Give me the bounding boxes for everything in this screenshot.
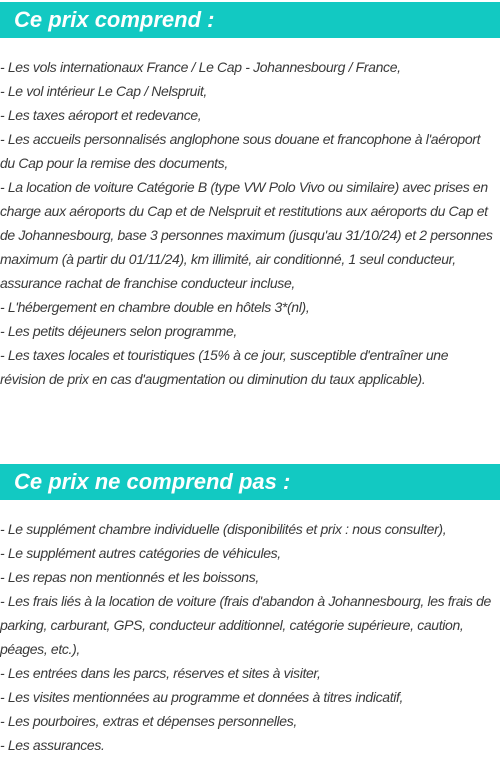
list-item: - L'hébergement en chambre double en hôtels 3*(nl), bbox=[0, 299, 310, 315]
list-item: - Les vols internationaux France / Le Cap - Johannesbourg / France, bbox=[0, 59, 401, 75]
section-title-not-included: Ce prix ne comprend pas : bbox=[14, 469, 291, 494]
list-item: - Les petits déjeuners selon programme, bbox=[0, 323, 237, 339]
list-item: - Les visites mentionnées au programme et données à titres indicatif, bbox=[0, 689, 404, 705]
section-header-included bbox=[0, 2, 500, 38]
list-item: - Les entrées dans les parcs, réserves et sites à visiter, bbox=[0, 665, 321, 681]
list-item: - Les repas non mentionnés et les boissons, bbox=[0, 569, 259, 585]
list-item: - Les accueils personnalisés anglophone sous douane et francophone à l'aéroport du Cap pour la remise des documents, bbox=[0, 131, 481, 171]
list-item: - Le supplément chambre individuelle (disponibilités et prix : nous consulter), bbox=[0, 521, 447, 537]
list-item: - Les assurances. bbox=[0, 737, 105, 753]
section-title-included: Ce prix comprend : bbox=[14, 7, 215, 32]
list-item: - Les taxes aéroport et redevance, bbox=[0, 107, 202, 123]
list-item: - Le vol intérieur Le Cap / Nelspruit, bbox=[0, 83, 207, 99]
not-included-items-list bbox=[0, 517, 496, 757]
section-header-not-included bbox=[0, 464, 500, 500]
list-item: - Le supplément autres catégories de véhicules, bbox=[0, 545, 281, 561]
list-item: - Les taxes locales et touristiques (15% à ce jour, susceptible d'entraîner une révision de prix en cas d'augmentation ou diminution du taux applicable). bbox=[0, 347, 449, 387]
list-item: - La location de voiture Catégorie B (type VW Polo Vivo ou similaire) avec prises en charge aux aéroports du Cap et de Nelspruit et restitutions aux aéroports du Cap et de Johannesbourg, base 3 personnes maximum (jusqu'au 31/10/24) et 2 personnes maximum (à partir du 01/11/24), km illimité, air conditionné, 1 seul conducteur, assurance rachat de franchise conducteur incluse, bbox=[0, 179, 493, 291]
list-item: - Les pourboires, extras et dépenses personnelles, bbox=[0, 713, 297, 729]
list-item: - Les frais liés à la location de voiture (frais d'abandon à Johannesbourg, les frais de parking, carburant, GPS, conducteur additionnel, catégorie supérieure, caution, péages, etc.), bbox=[0, 593, 491, 657]
included-items-list bbox=[0, 55, 496, 391]
